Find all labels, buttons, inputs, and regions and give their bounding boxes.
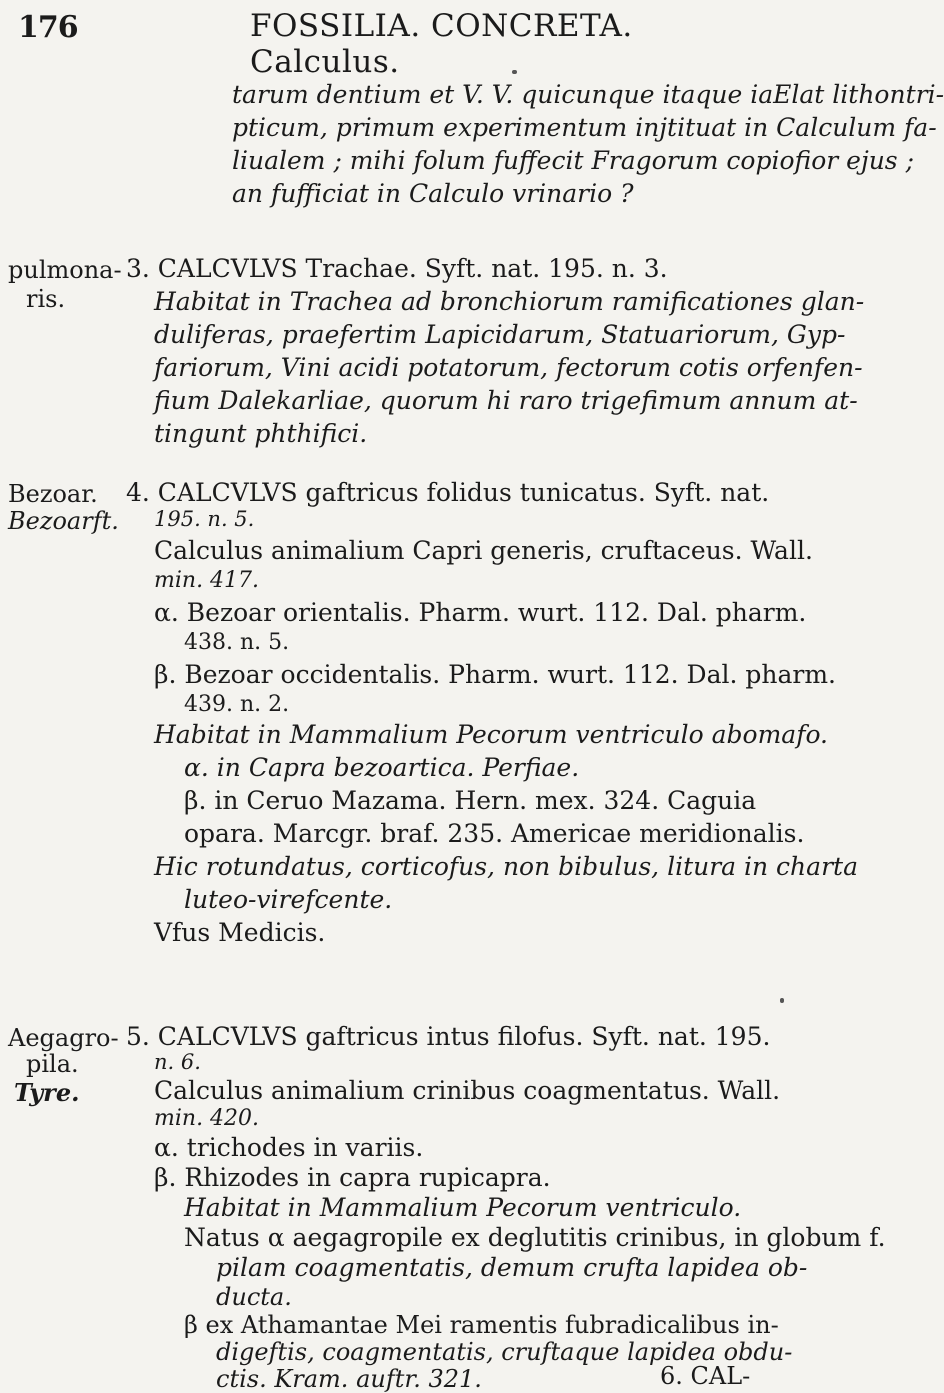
text-line: β. in Ceruo Mazama. Hern. mex. 324. Caguia bbox=[184, 786, 757, 815]
text-line: liualem ; mihi folum fuffecit Fragorum copiofior ejus ; bbox=[232, 146, 914, 175]
text-line: fium Dalekarliae, quorum hi raro trigefimum annum at- bbox=[154, 386, 858, 415]
text-line: tingunt phthifici. bbox=[154, 419, 368, 448]
text-line: Hic rotundatus, corticofus, non bibulus, litura in charta bbox=[154, 852, 858, 881]
page-number: 176 bbox=[18, 10, 78, 45]
margin-label: pulmona- bbox=[8, 256, 122, 284]
margin-label: Tyre. bbox=[14, 1078, 80, 1107]
usage-line: Vfus Medicis. bbox=[154, 918, 326, 947]
habitat-line: Habitat in Mammalium Pecorum ventriculo abomafo. bbox=[154, 720, 828, 749]
text-line: Calculus animalium Capri generis, cruftaceus. Wall. bbox=[154, 536, 813, 565]
text-line: pticum, primum experimentum injtituat in Calculum fa- bbox=[232, 113, 937, 142]
entry-heading: 5. CALCVLVS gaftricus intus filofus. Syft. nat. 195. bbox=[126, 1022, 771, 1051]
text-line: digeftis, coagmentatis, cruftaque lapidea obdu- bbox=[216, 1338, 793, 1366]
variety-beta: β. Bezoar occidentalis. Pharm. wurt. 112. Dal. pharm. bbox=[154, 660, 836, 689]
text-line: Calculus animalium crinibus coagmentatus. Wall. bbox=[154, 1076, 781, 1105]
text-line: 439. n. 2. bbox=[184, 692, 290, 717]
variety-alpha: α. Bezoar orientalis. Pharm. wurt. 112. Dal. pharm. bbox=[154, 598, 807, 627]
catchword: 6. CAL- bbox=[660, 1362, 751, 1390]
margin-label: Bezoar. bbox=[8, 480, 98, 508]
text-line: fariorum, Vini acidi potatorum, fectorum cotis orfenfen- bbox=[154, 353, 863, 382]
ink-speck bbox=[512, 70, 517, 74]
text-line: opara. Marcgr. braf. 235. Americae meridionalis. bbox=[184, 819, 805, 848]
margin-label: Aegagro- bbox=[8, 1024, 119, 1052]
text-line: duliferas, praefertim Lapicidarum, Statuariorum, Gyp- bbox=[154, 320, 846, 349]
variety-alpha: α. trichodes in variis. bbox=[154, 1133, 424, 1162]
margin-label: ris. bbox=[26, 285, 66, 313]
margin-label: Bezoarft. bbox=[8, 507, 119, 535]
text-line: tarum dentium et V. V. quicunque itaque iaElat lithontri- bbox=[232, 80, 944, 109]
text-line: β ex Athamantae Mei ramentis fubradicalibus in- bbox=[184, 1311, 779, 1339]
entry-heading: 4. CALCVLVS gaftricus folidus tunicatus. Syft. nat. bbox=[126, 478, 770, 507]
entry-heading: 3. CALCVLVS Trachae. Syft. nat. 195. n. 3. bbox=[126, 254, 668, 283]
text-line: ducta. bbox=[216, 1283, 292, 1311]
ink-speck bbox=[780, 998, 784, 1003]
text-line: min. 417. bbox=[154, 568, 260, 593]
text-line: luteo-virefcente. bbox=[184, 885, 393, 914]
text-line: Natus α aegagropile ex deglutitis crinibus, in globum f. bbox=[184, 1223, 886, 1252]
variety-beta: β. Rhizodes in capra rupicapra. bbox=[154, 1163, 551, 1192]
text-line: 438. n. 5. bbox=[184, 630, 290, 655]
text-line: α. in Capra bezoartica. Perfiae. bbox=[184, 753, 580, 782]
text-line: Habitat in Trachea ad bronchiorum ramificationes glan- bbox=[154, 287, 865, 316]
text-line: pilam coagmentatis, demum crufta lapidea ob- bbox=[216, 1253, 808, 1282]
habitat-line: Habitat in Mammalium Pecorum ventriculo. bbox=[184, 1193, 742, 1222]
text-line: n. 6. bbox=[154, 1050, 201, 1074]
page-header bbox=[18, 8, 778, 80]
text-line: an fufficiat in Calculo vrinario ? bbox=[232, 179, 634, 208]
text-line: min. 420. bbox=[154, 1106, 260, 1131]
text-line: ctis. Kram. auftr. 321. bbox=[216, 1365, 482, 1393]
margin-label: pila. bbox=[26, 1050, 79, 1078]
running-title: FOSSILIA. CONCRETA. Calculus. bbox=[250, 8, 633, 80]
text-line: 195. n. 5. bbox=[154, 507, 255, 531]
